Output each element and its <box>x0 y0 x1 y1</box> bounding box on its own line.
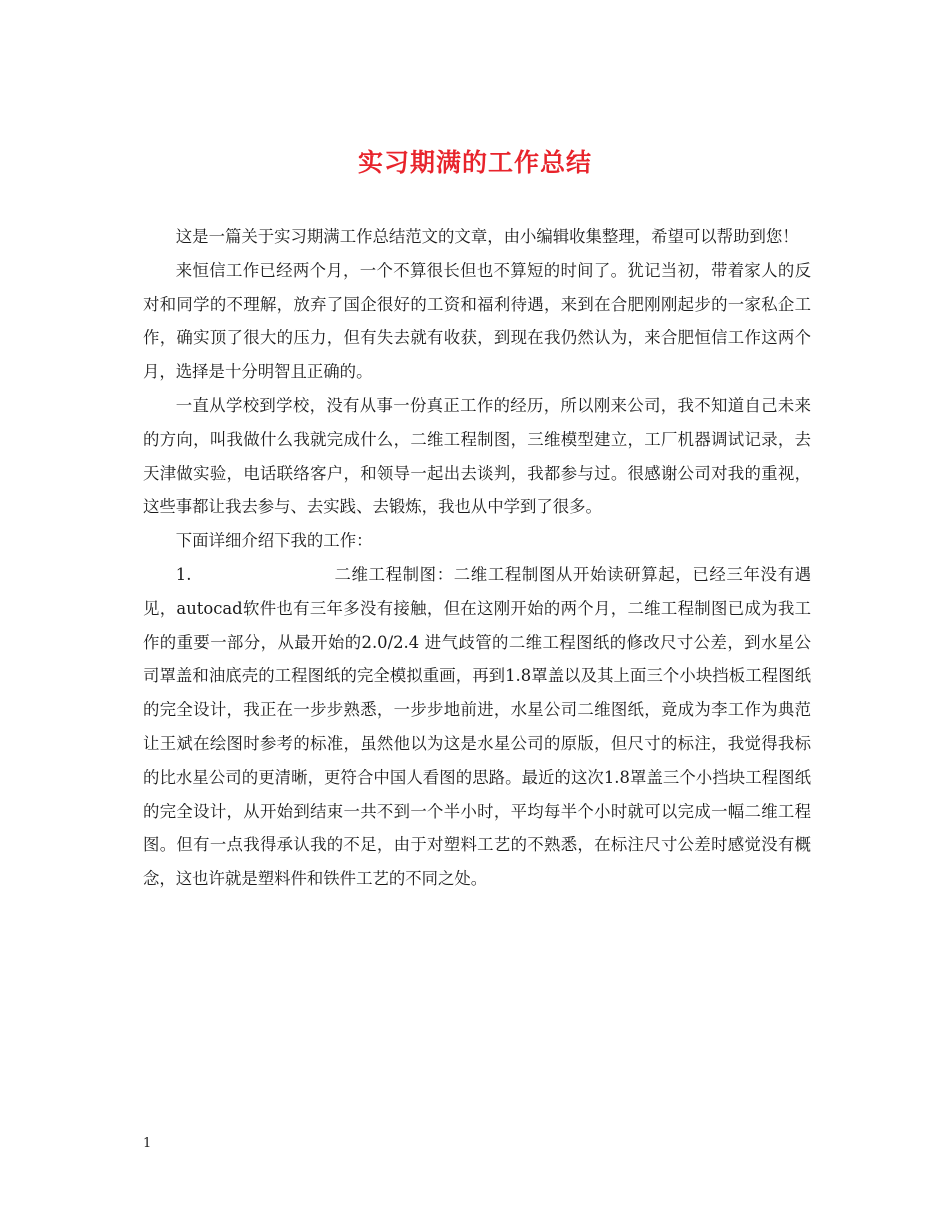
page-number: 1 <box>143 1136 152 1151</box>
document-title: 实习期满的工作总结 <box>357 148 592 177</box>
paragraph-experience: 一直从学校到学校，没有从事一份真正工作的经历，所以刚来公司，我不知道自己未来的方向，叫我做什么我就完成什么，二维工程制图，三维模型建立，工厂机器调试记录，去天津做实验，电话联络客户，和领导一起出去谈判，我都参与过。很感谢公司对我的重视，这些事都让我去参与、去实践、去锻炼，我也从中学到了很多。 <box>143 395 811 517</box>
list-item-1 <box>143 558 811 896</box>
document-body <box>143 220 811 896</box>
paragraph-intro: 这是一篇关于实习期满工作总结范文的文章，由小编辑收集整理，希望可以帮助到您！ <box>175 227 799 246</box>
paragraph-background: 来恒信工作已经两个月，一个不算很长但也不算短的时间了。犹记当初，带着家人的反对和同学的不理解，放弃了国企很好的工资和福利待遇，来到在合肥刚刚起步的一家私企工作，确实顶了很大的压力，但有失去就有收获，到现在我仍然认为，来合肥恒信工作这两个月，选择是十分明智且正确的。 <box>143 260 811 382</box>
list-item-text: 二维工程制图：二维工程制图从开始读研算起，已经三年没有遇见，autocad软件也有三年多没有接触，但在这刚开始的两个月，二维工程制图已成为我工作的重要一部分，从最开始的2.0/2.4 进气歧管的二维工程图纸的修改尺寸公差，到水星公司罩盖和油底壳的工程图纸的完全模拟重画，再到1.8罩盖以及其上面三个小块挡板工程图纸的完全设计，我正在一步步熟悉，一步步地前进，水星公司二维图纸，竟成为李工作为典范让王斌在绘图时参考的标准，虽然他以为这是水星公司的原版，但尺寸的标注，我觉得我标的比水星公司的更清晰，更符合中国人看图的思路。最近的这次1.8罩盖三个小挡块工程图纸的完全设计，从开始到结束一共不到一个半小时，平均每半个小时就可以完成一幅二维工程图。但有一点我得承认我的不足，由于对塑料工艺的不熟悉，在标注尺寸公差时感觉没有概念，这也许就是塑料件和铁件工艺的不同之处。 <box>143 564 811 889</box>
paragraph-work-intro: 下面详细介绍下我的工作： <box>175 531 373 551</box>
list-item-number: 1. <box>175 564 192 584</box>
